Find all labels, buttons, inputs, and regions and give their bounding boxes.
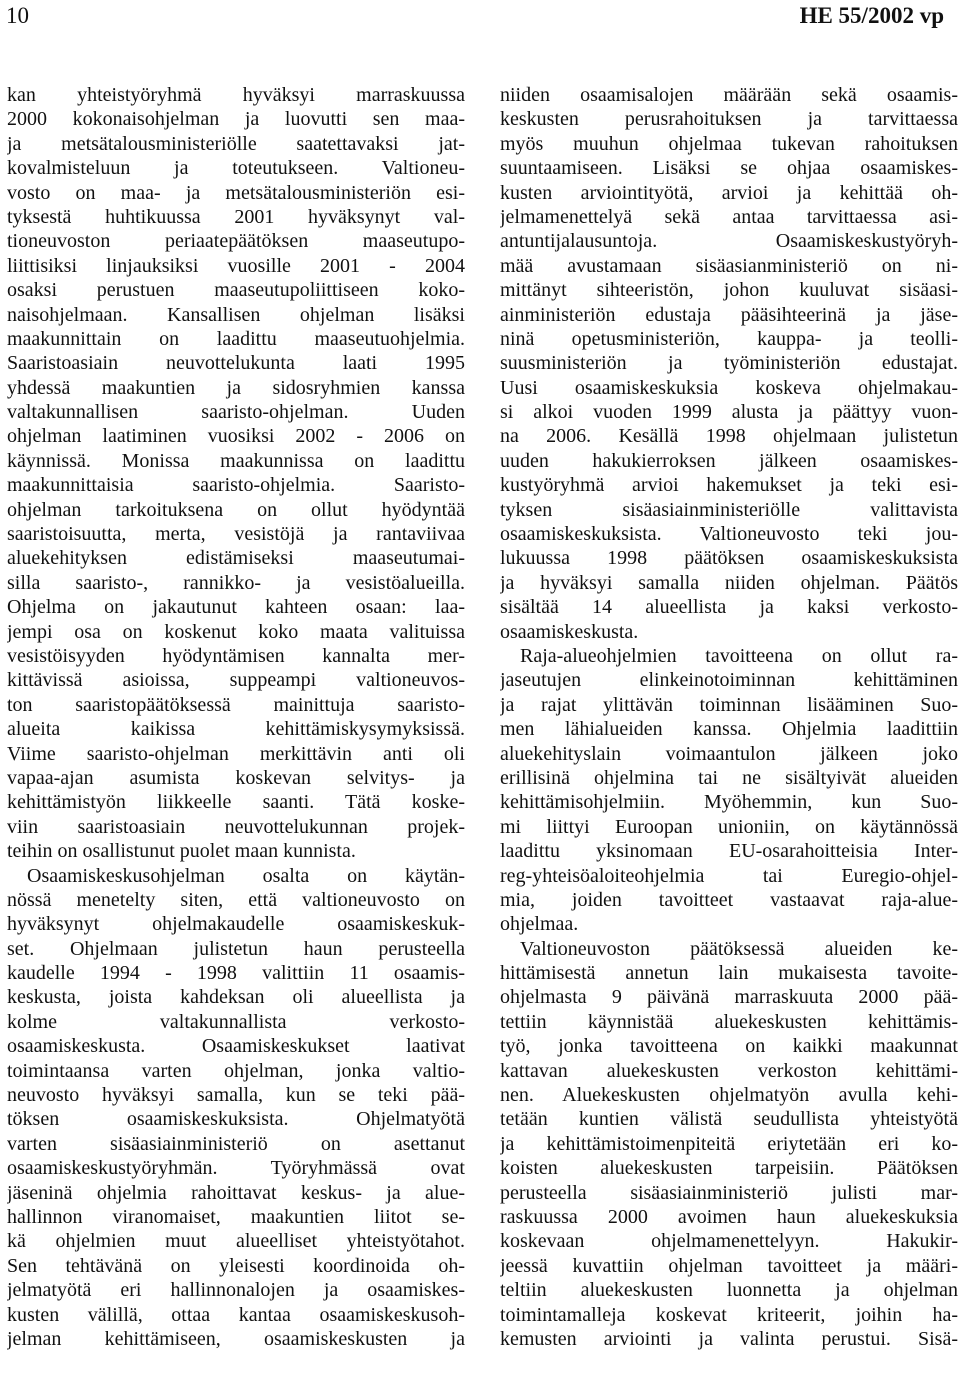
page-header [6, 0, 954, 34]
text-line: toimintaansa varten ohjelman, jonka valtio- [7, 1059, 465, 1082]
text-line: kolme valtakunnallista verkosto- [7, 1010, 465, 1033]
text-line: ainministeriön edustaja pääsihteerinä ja jäse- [500, 303, 958, 326]
text-line: jelmamenettelyä sekä antaa tarvittaessa asi- [500, 205, 958, 228]
text-line: nössä menetelty siten, että valtioneuvosto on [7, 888, 465, 911]
text-line: kittävissä asioissa, suppeampi valtioneuvos- [7, 669, 465, 692]
text-line: tetään kuntien välistä seudullista yhteistyötä [500, 1108, 958, 1131]
text-line: keskusta, joista kahdeksan oli alueellista ja [7, 986, 465, 1009]
text-line: maakunnittain on laadittu maaseutuohjelmia. [7, 327, 465, 350]
text-line: kehittämisohjelmiin. Myöhemmin, kun Suo- [500, 791, 958, 814]
text-line: osaamiskeskusta. [500, 620, 639, 643]
text-line: saaristoisuutta, merta, vesistöjä ja rantaviivaa [7, 523, 465, 546]
text-line: ohjelmasta 9 päivänä marraskuuta 2000 pää- [500, 986, 958, 1009]
text-line: ohjelman tarkoituksena on ollut hyödyntää [7, 498, 465, 521]
text-line: kovalmisteluun ja toteutukseen. Valtioneu- [7, 157, 465, 180]
text-line: naisohjelmaan. Kansallisen ohjelman lisäksi [7, 303, 465, 326]
text-line: maakunnittaisia saaristo-ohjelmia. Saaristo- [7, 474, 465, 497]
text-line: aluekehityslain voimaantulon jälkeen joko [500, 742, 958, 765]
text-line: Viime saaristo-ohjelman merkittävin anti oli [7, 742, 465, 765]
text-line: liittisiksi linjauksiksi vuosille 2001 - 2004 [7, 254, 465, 277]
text-line: ninä opetusministeriön, kauppa- ja teolli- [500, 327, 958, 350]
text-line: Ohjelma on jakautunut kahteen osaan: laa- [7, 596, 465, 619]
text-line: suuntaamiseen. Lisäksi se ohjaa osaamiskes- [500, 157, 958, 180]
text-line: Uusi osaamiskeskuksia koskeva ohjelmakau- [500, 376, 958, 399]
text-line: mittänyt sihteeristön, johon kuuluvat sisäasi- [500, 279, 958, 302]
text-line: käynnissä. Monissa maakunnissa on laadittu [7, 449, 465, 472]
text-line: ja metsätalousministeriölle saatettavaksi jat- [7, 132, 465, 155]
text-line: Osaamiskeskusohjelman osalta on käytän- [27, 864, 465, 887]
text-line: jempi osa on koskenut koko maata valituissa [7, 620, 465, 643]
text-line: osaamiskeskusta. Osaamiskeskukset laativat [7, 1035, 465, 1058]
text-line: 2000 kokonaisohjelman ja luovutti sen maa- [7, 108, 465, 131]
text-line: mää avustamaan sisäasianministeriö on ni- [500, 254, 958, 277]
text-line: kustyöryhmä arvioi hakemukset ja teki esi- [500, 474, 958, 497]
text-line: kaudelle 1994 - 1998 valittiin 11 osaamis- [7, 962, 465, 985]
text-line: lukuussa 1998 päätöksen osaamiskeskuksista [500, 547, 958, 570]
text-line: kehittämistyön liikkeelle saanti. Tätä koske- [7, 791, 465, 814]
text-line: jelmatyötä eri hallinnonalojen ja osaamiskes- [7, 1279, 465, 1302]
text-line: suusministeriön ja työministeriön edustajat. [500, 352, 958, 375]
text-line: myös muuhun ohjelmaa tukevan rahoituksen [500, 132, 958, 155]
text-line: set. Ohjelmaan julistetun haun perusteella [7, 937, 465, 960]
text-line: ja rajat ylittävän toiminnan lisääminen Suo- [500, 693, 958, 716]
text-line: raskuussa 2000 avoimen haun aluekeskuksia [500, 1205, 958, 1228]
text-line: na 2006. Kesällä 1998 ohjelmaan julistetun [500, 425, 958, 448]
text-line: työ, jonka tavoitteena on kaikki maakunnat [500, 1035, 958, 1058]
text-line: kä ohjelmien muut alueelliset yhteistyötahot. [7, 1230, 465, 1253]
text-line: sisältää 14 alueellista ja kaksi verkosto- [500, 596, 958, 619]
text-line: nen. Aluekeskusten ohjelmatyön avulla kehi- [500, 1084, 958, 1107]
text-line: hallinnon viranomaiset, maakuntien liitot se- [7, 1205, 465, 1228]
text-line: aluekehityksen edistämiseksi maaseutumai- [7, 547, 465, 570]
text-line: reg-yhteisöaloiteohjelmia tai Euregio-ohjel- [500, 864, 958, 887]
text-line: mia, joiden tavoitteet vastaavat raja-alue- [500, 888, 958, 911]
page-number: 10 [6, 3, 29, 28]
document-id: HE 55/2002 vp [799, 3, 944, 28]
text-line: teltiin aluekeskusten luonnetta ja ohjelman [500, 1279, 958, 1302]
text-line: Saaristoasiain neuvottelukunta laati 1995 [7, 352, 465, 375]
text-line: vesistöisyyden hyödyntämisen kannalta mer- [7, 644, 465, 667]
text-line: neuvosto hyväksyi samalla, kun se teki pää- [7, 1084, 465, 1107]
text-line: teihin on osallistunut puolet maan kunnista. [7, 840, 356, 863]
text-line: vapaa-ajan asumista koskevan selvitys- ja [7, 766, 465, 789]
text-line: kusten välillä, ottaa kantaa osaamiskeskusoh- [7, 1303, 465, 1326]
text-line: valtakunnallisen saaristo-ohjelman. Uuden [7, 401, 465, 424]
text-line: jelman kehittämiseen, osaamiskeskusten ja [7, 1327, 465, 1350]
text-line: tioneuvoston periaatepäätöksen maaseutupo- [7, 230, 465, 253]
text-line: Valtioneuvoston päätöksessä alueiden ke- [520, 937, 958, 960]
text-line: koisten aluekeskusten tarpeisiin. Päätöksen [500, 1157, 958, 1180]
text-line: koskevaan ohjelmamenettelyyn. Hakukir- [500, 1230, 958, 1253]
text-line: mi liittyi Euroopan unioniin, on käytännössä [500, 815, 958, 838]
text-line: Sen tehtävänä on yleisesti koordinoida oh- [7, 1254, 465, 1277]
text-line: antuntijalausuntoja. Osaamiskeskustyöryh- [500, 230, 958, 253]
text-line: laadittu yksinomaan EU-osarahoitteisia Inter- [500, 840, 958, 863]
text-line: osaksi perustuen maaseutupoliittiseen koko- [7, 279, 465, 302]
text-line: hyväksynyt ohjelmakaudelle osaamiskeskuk- [7, 913, 465, 936]
text-line: uuden hakukierroksen jälkeen osaamiskes- [500, 449, 958, 472]
text-line: erillisinä ohjelmina tai ne sisältyivät alueiden [500, 766, 958, 789]
text-line: ton saaristopäätöksessä mainittuja saaristo- [7, 693, 465, 716]
text-line: kemusten arviointi ja valinta perustui. Sisä- [500, 1327, 958, 1350]
text-line: niiden osaamisalojen määrään sekä osaamis- [500, 84, 958, 106]
text-line: silla saaristo-, rannikko- ja vesistöalueilla. [7, 571, 465, 594]
text-line: alueita kaikissa kehittämiskysymyksissä. [7, 718, 465, 741]
text-line: ohjelmaa. [500, 913, 579, 936]
text-line: toimintamalleja koskevat kriteerit, joihin ha- [500, 1303, 958, 1326]
text-line: hittämisestä annetun lain mukaisesta tavoite- [500, 962, 958, 985]
right-text-column [500, 83, 958, 1351]
text-line: osaamiskeskuksista. Valtioneuvosto teki jou- [500, 523, 958, 546]
text-line: tyksen sisäasiainministeriölle valittavista [500, 498, 958, 521]
text-line: kan yhteistyöryhmä hyväksyi marraskuussa [7, 84, 465, 106]
text-line: varten sisäasiainministeriö on asettanut [7, 1132, 465, 1155]
text-line: ohjelman laatiminen vuosiksi 2002 - 2006 on [7, 425, 465, 448]
text-line: keskusten perusrahoituksen ja tarvittaessa [500, 108, 958, 131]
text-line: ja hyväksyi samalla niiden ohjelman. Päätös [500, 571, 958, 594]
text-line: jäseninä ohjelmia rahoittavat keskus- ja alue- [7, 1181, 465, 1204]
text-line: yhdessä maakuntien ja sidosryhmien kanssa [7, 376, 465, 399]
text-line: tyksestä huhtikuussa 2001 hyväksynyt val- [7, 205, 465, 228]
left-text-column [7, 83, 465, 1351]
text-line: Raja-alueohjelmien tavoitteena on ollut ra- [520, 644, 958, 667]
text-line: si alkoi vuoden 1999 alusta ja päättyy vuon- [500, 401, 958, 424]
text-line: kusten arviointityötä, arvioi ja kehittää oh- [500, 181, 958, 204]
text-line: men lähialueiden kanssa. Ohjelmia laadittiin [500, 718, 958, 741]
text-line: kattavan aluekeskusten verkoston kehittämi- [500, 1059, 958, 1082]
text-line: viin saaristoasiain neuvottelukunnan projek- [7, 815, 465, 838]
text-line: jeessä kuvattiin ohjelman tavoitteet ja määri- [500, 1254, 958, 1277]
text-line: ja kehittämistoimenpiteitä eriytetään eri ko- [500, 1132, 958, 1155]
text-line: tettiin käynnistää aluekeskusten kehittämis- [500, 1010, 958, 1033]
text-line: vosto on maa- ja metsätalousministeriön esi- [7, 181, 465, 204]
text-line: jaseutujen elinkeinotoiminnan kehittäminen [500, 669, 958, 692]
text-line: töksen osaamiskeskuksista. Ohjelmatyötä [7, 1108, 465, 1131]
text-line: osaamiskeskustyöryhmän. Työryhmässä ovat [7, 1157, 465, 1180]
text-line: perusteella sisäasiainministeriö julisti mar- [500, 1181, 958, 1204]
